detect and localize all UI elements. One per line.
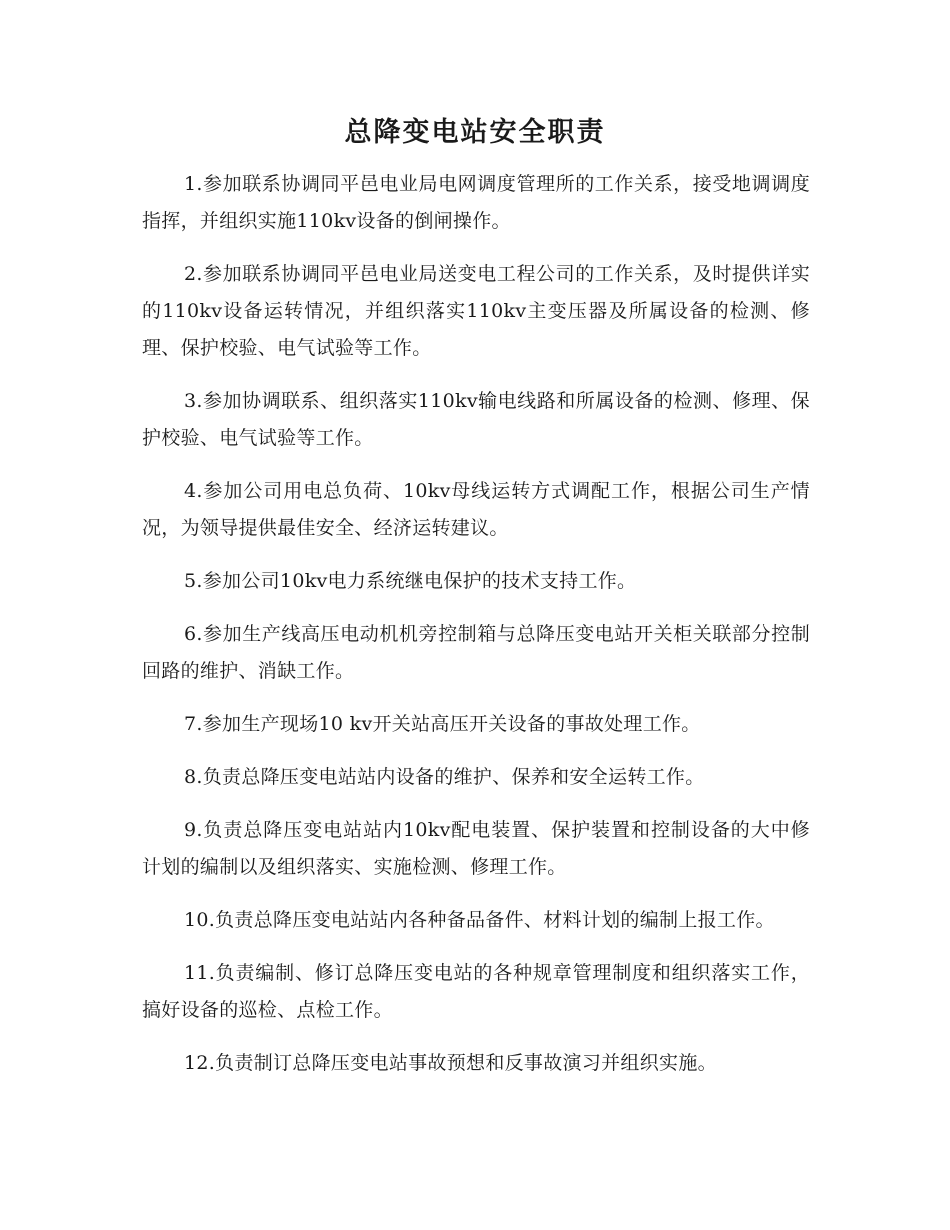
paragraph-6: 6.参加生产线高压电动机机旁控制箱与总降压变电站开关柜关联部分控制回路的维护、消缺工作。 [142, 623, 810, 682]
document-body [142, 166, 810, 1098]
paragraph-9: 9.负责总降压变电站站内10kv配电装置、保护装置和控制设备的大中修计划的编制以及组织落实、实施检测、修理工作。 [142, 819, 810, 878]
paragraph-10: 10.负责总降压变电站站内各种备品备件、材料计划的编制上报工作。 [184, 909, 775, 931]
paragraph-2: 2.参加联系协调同平邑电业局送变电工程公司的工作关系，及时提供详实的110kv设备运转情况，并组织落实110kv主变压器及所属设备的检测、修理、保护校验、电气试验等工作。 [142, 263, 810, 359]
paragraph-7: 7.参加生产现场10 kv开关站高压开关设备的事故处理工作。 [184, 713, 701, 735]
paragraph-8: 8.负责总降压变电站站内设备的维护、保养和安全运转工作。 [184, 766, 705, 788]
paragraph-5: 5.参加公司10kv电力系统继电保护的技术支持工作。 [184, 570, 637, 592]
paragraph-11: 11.负责编制、修订总降压变电站的各种规章管理制度和组织落实工作，搞好设备的巡检、点检工作。 [142, 962, 810, 1021]
paragraph-3: 3.参加协调联系、组织落实110kv输电线路和所属设备的检测、修理、保护校验、电气试验等工作。 [142, 390, 810, 449]
paragraph-4: 4.参加公司用电总负荷、10kv母线运转方式调配工作，根据公司生产情况，为领导提供最佳安全、经济运转建议。 [142, 480, 810, 539]
document-title: 总降变电站安全职责 [344, 117, 606, 148]
paragraph-12: 12.负责制订总降压变电站事故预想和反事故演习并组织实施。 [184, 1052, 717, 1074]
paragraph-1: 1.参加联系协调同平邑电业局电网调度管理所的工作关系，接受地调调度指挥，并组织实施110kv设备的倒闸操作。 [142, 173, 810, 232]
